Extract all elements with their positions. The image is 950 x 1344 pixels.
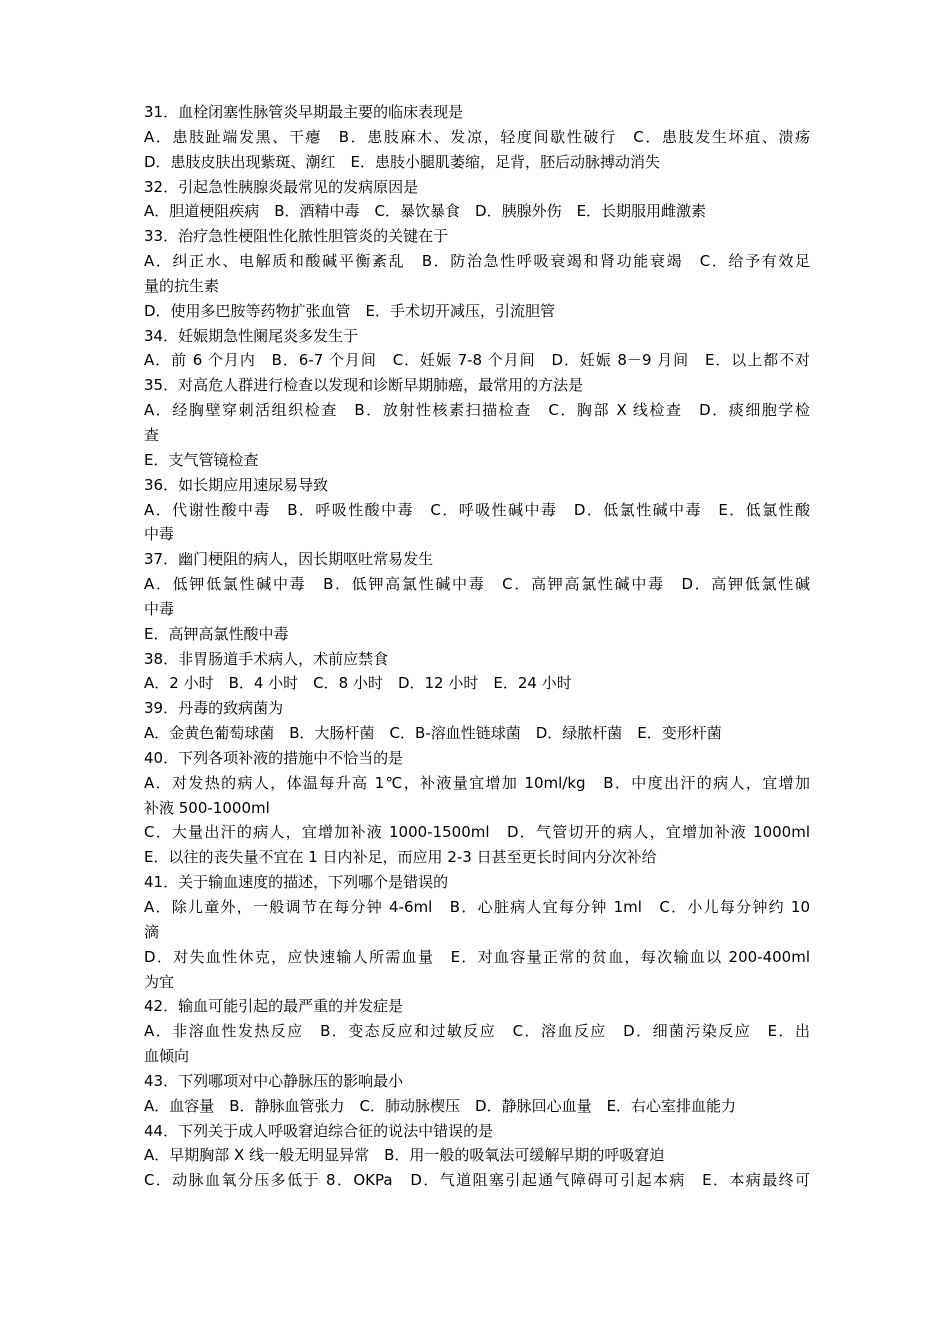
text-line: 38．非胃肠道手术病人，术前应禁食 (144, 649, 389, 668)
text-line: 35．对高危人群进行检查以发现和诊断早期肺癌，最常用的方法是 (144, 376, 584, 395)
text-line: A．经胸壁穿刺活组织检查 B．放射性核素扫描检查 C．胸部 X 线检查 D．痰细胞学检 (144, 401, 810, 420)
text-line: 36．如长期应用速尿易导致 (144, 475, 329, 494)
text-line: 补液 500-1000ml (144, 798, 270, 817)
text-line: A．对发热的病人，体温每升高 1℃，补液量宜增加 10ml/kg B．中度出汗的病人，宜增加 (144, 773, 810, 792)
document-page (144, 100, 810, 1193)
text-line: A．代谢性酸中毒 B．呼吸性酸中毒 C．呼吸性碱中毒 D．低氯性碱中毒 E．低氯性酸 (144, 500, 810, 519)
text-line: E．支气管镜检查 (144, 450, 259, 469)
text-line: A．前 6 个月内 B．6-7 个月间 C．妊娠 7-8 个月间 D．妊娠 8－9 月间 E．以上都不对 (144, 351, 810, 370)
text-line: 滴 (144, 922, 160, 941)
text-line: 37．幽门梗阻的病人，因长期呕吐常易发生 (144, 550, 434, 569)
text-line: 查 (144, 425, 160, 444)
text-line: 42．输血可能引起的最严重的并发症是 (144, 997, 404, 1016)
text-line: 34．妊娠期急性阑尾炎多发生于 (144, 326, 359, 345)
text-line: 44．下列关于成人呼吸窘迫综合征的说法中错误的是 (144, 1121, 494, 1140)
text-line: D．对失血性休克，应快速输人所需血量 E．对血容量正常的贫血，每次输血以 200-400ml (144, 947, 810, 966)
text-line: A．除儿童外，一般调节在每分钟 4-6ml B．心脏病人宜每分钟 1ml C．小儿每分钟约 10 (144, 898, 810, 916)
text-line: 39．丹毒的致病菌为 (144, 699, 284, 718)
text-line: C．大量出汗的病人，宜增加补液 1000-1500ml D．气管切开的病人，宜增加补液 1000ml (144, 823, 810, 842)
text-line: 为宜 (144, 972, 175, 991)
text-line: A．金黄色葡萄球菌 B．大肠杆菌 C．Β-溶血性链球菌 D．绿脓杆菌 E．变形杆菌 (144, 724, 722, 743)
text-line: 33．治疗急性梗阻性化脓性胆管炎的关键在于 (144, 227, 449, 246)
text-line: 31．血栓闭塞性脉管炎早期最主要的临床表现是 (144, 103, 464, 121)
text-line: A．胆道梗阻疾病 B．酒精中毒 C．暴饮暴食 D．胰腺外伤 E．长期服用雌激素 (144, 202, 707, 221)
text-line: A．纠正水、电解质和酸碱平衡紊乱 B．防治急性呼吸衰竭和肾功能衰竭 C．给予有效足 (144, 252, 810, 271)
text-line: 中毒 (144, 599, 175, 618)
text-line: 中毒 (144, 525, 175, 544)
text-line: A．低钾低氯性碱中毒 B．低钾高氯性碱中毒 C．高钾高氯性碱中毒 D．高钾低氯性碱 (144, 575, 810, 594)
text-line: E．以往的丧失量不宜在 1 日内补足，而应用 2-3 日甚至更长时间内分次补给 (144, 848, 657, 867)
text-line: A．2 小时 B．4 小时 C．8 小时 D．12 小时 E．24 小时 (144, 674, 572, 693)
text-line: 40．下列各项补液的措施中不恰当的是 (144, 748, 404, 767)
text-line: 32．引起急性胰腺炎最常见的发病原因是 (144, 177, 419, 196)
text-line: D．使用多巴胺等药物扩张血管 E．手术切开减压，引流胆管 (144, 301, 556, 320)
text-line: 43．下列哪项对中心静脉压的影响最小 (144, 1071, 404, 1090)
text-line: C．动脉血氧分压多低于 8．OKPa D．气道阻塞引起通气障碍可引起本病 E．本病最终可 (144, 1171, 810, 1190)
text-line: 41．关于输血速度的描述，下列哪个是错误的 (144, 873, 449, 892)
text-line: 量的抗生素 (144, 276, 220, 295)
text-line: A．患肢趾端发黑、干瘪 B．患肢麻木、发凉，轻度间歇性破行 C．患肢发生坏疽、溃疡 (144, 127, 810, 146)
text-line: D．患肢皮肤出现紫斑、潮红 E．患肢小腿肌萎缩，足背，胚后动脉搏动消失 (144, 152, 661, 171)
text-line: A．非溶血性发热反应 B．变态反应和过敏反应 C．溶血反应 D．细菌污染反应 E．出 (144, 1022, 810, 1041)
text-line: E．高钾高氯性酸中毒 (144, 624, 289, 643)
text-line: A．早期胸部 X 线一般无明显异常 B．用一般的吸氧法可缓解早期的呼吸窘迫 (144, 1146, 665, 1165)
text-line: 血倾向 (144, 1047, 190, 1066)
text-line: A．血容量 B．静脉血管张力 C．肺动脉楔压 D．静脉回心血量 E．右心室排血能力 (144, 1096, 737, 1115)
